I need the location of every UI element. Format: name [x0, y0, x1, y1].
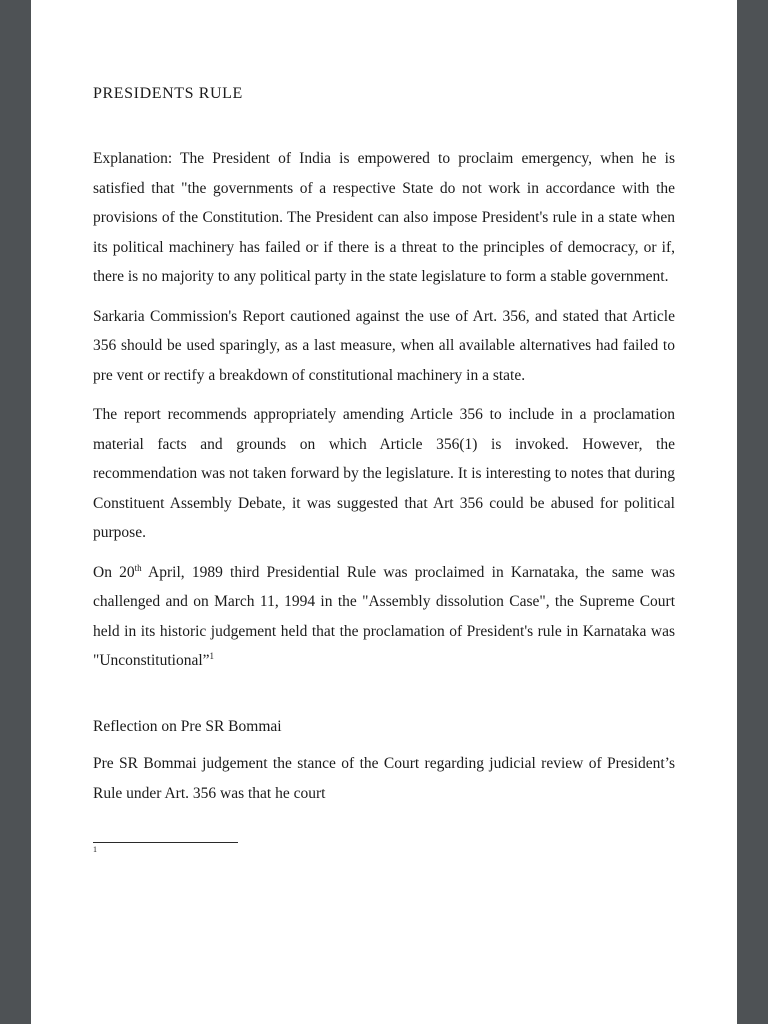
paragraph-container — [93, 144, 675, 676]
footnote-marker: 1 — [93, 845, 97, 854]
paragraph-text: On 20 — [93, 563, 135, 581]
paragraph — [93, 144, 675, 292]
paragraph-text: The report recommends appropriately amending Article 356 to include in a proclamation material facts and grounds on which Article 356(1) is invoked. However, the recommendation was not taken forward by the legislature. It is interesting to notes that during Constituent Assembly Debate, it was suggested that Art 356 could be abused for political purpose. — [93, 406, 675, 541]
section-heading: Reflection on Pre SR Bommai — [93, 717, 282, 735]
document-page — [31, 0, 737, 1024]
document-title: PRESIDENTS RULE — [93, 85, 243, 102]
paragraph-text: Explanation: The President of India is empowered to proclaim emergency, when he is satisfied that "the governments of a respective State do not work in accordance with the provisions of the Constitution. The President can also impose President's rule in a state when its political machinery has failed or if there is a threat to the principles of democracy, or if, there is no majority to any political party in the state legislature to form a stable government. — [93, 150, 675, 285]
viewer-gutter-right — [737, 0, 768, 1024]
paragraph — [93, 558, 675, 676]
paragraph-text: Sarkaria Commission's Report cautioned against the use of Art. 356, and stated that Article 356 should be used sparingly, as a last measure, when all available alternatives had failed to pre vent or rectify a breakdown of constitutional machinery in a state. — [93, 307, 675, 384]
paragraph-text: April, 1989 third Presidential Rule was proclaimed in Karnataka, the same was challenged and on March 11, 1994 in the "Assembly dissolution Case", the Supreme Court held in its historic judgement held that the proclamation of President's rule in Karnataka was "Unconstitutional” — [93, 563, 675, 669]
viewer-gutter-left — [0, 0, 31, 1024]
paragraph — [93, 400, 675, 548]
paragraph — [93, 302, 675, 391]
footnote-divider — [93, 842, 238, 843]
superscript-text: th — [134, 562, 142, 573]
superscript-text: 1 — [209, 650, 215, 661]
closing-paragraph: Pre SR Bommai judgement the stance of the Court regarding judicial review of President’s Rule under Art. 356 was that he court — [93, 755, 675, 802]
